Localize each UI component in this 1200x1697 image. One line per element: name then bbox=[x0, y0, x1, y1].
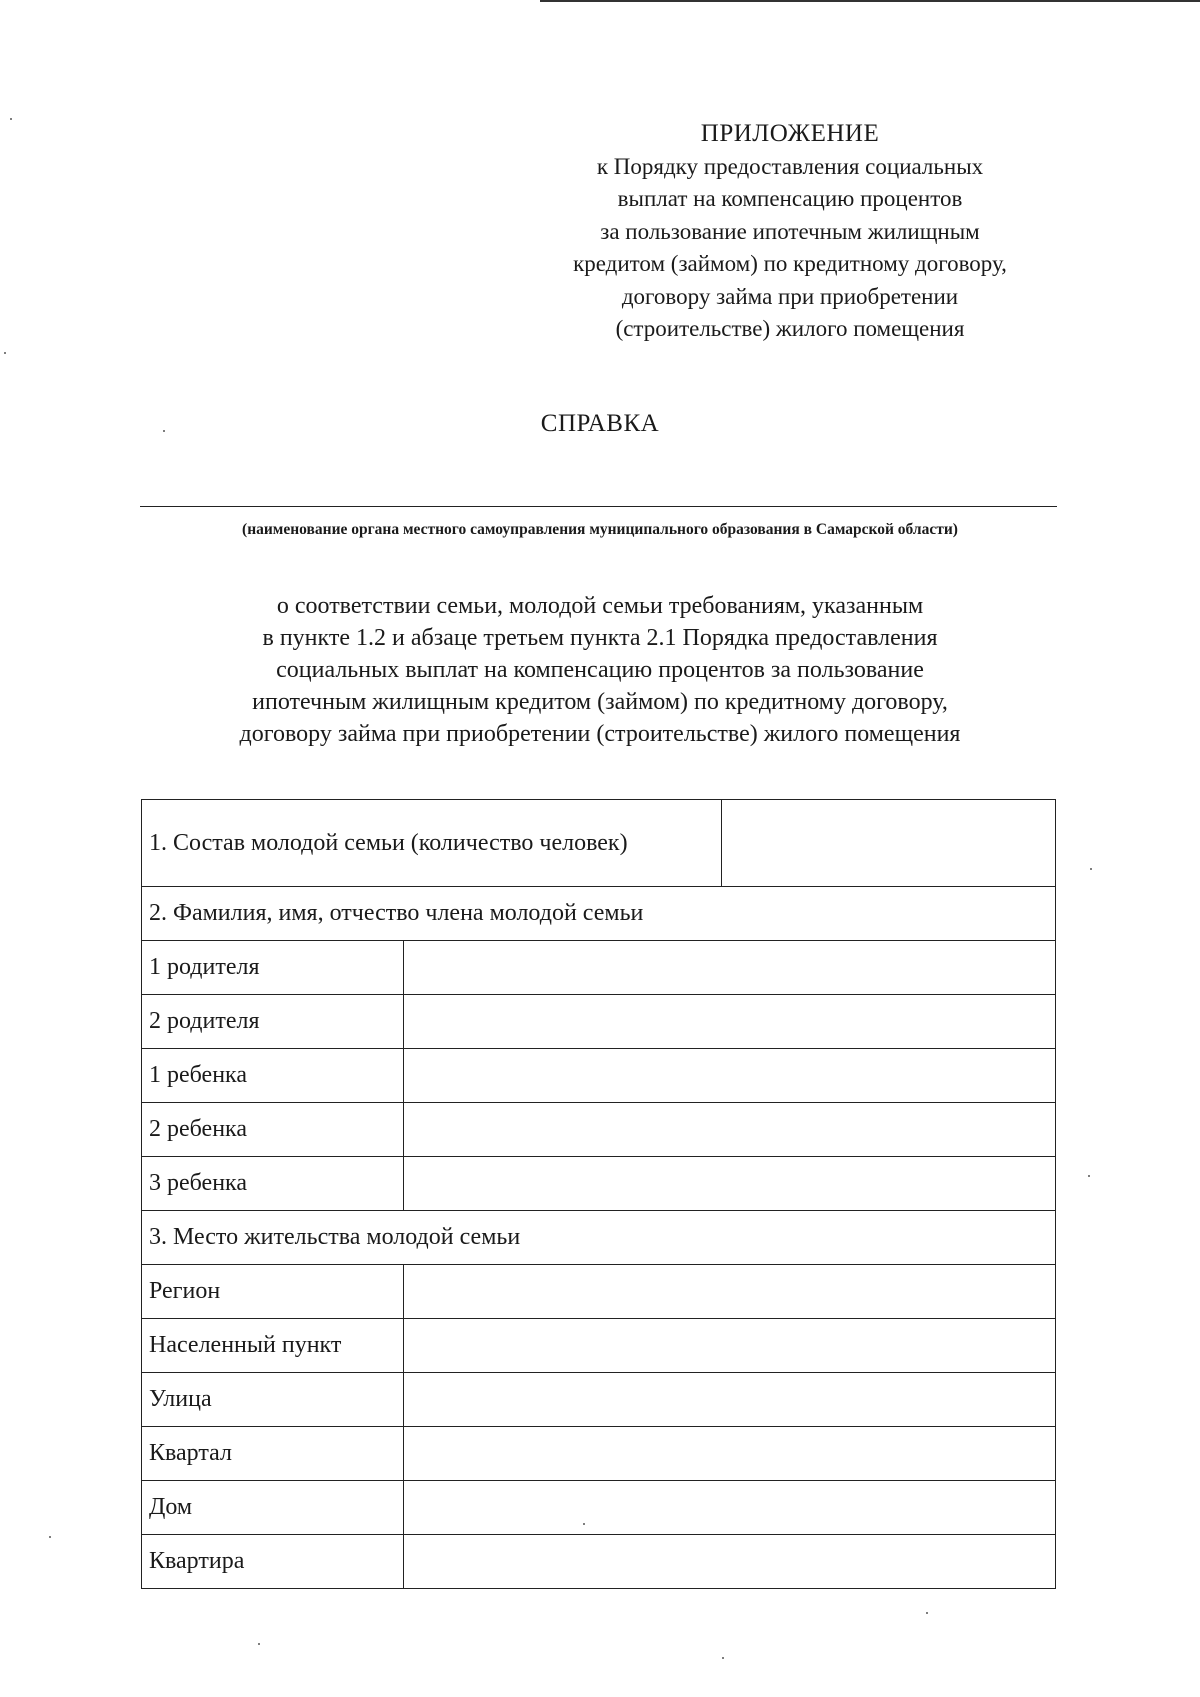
member-value-cell[interactable] bbox=[404, 1049, 1056, 1103]
residence-value-cell[interactable] bbox=[404, 1481, 1056, 1535]
table-row bbox=[142, 1265, 1056, 1319]
residence-value-cell[interactable] bbox=[404, 1265, 1056, 1319]
appendix-line: к Порядку предоставления социальных bbox=[596, 153, 984, 179]
scan-speck bbox=[722, 1657, 724, 1659]
residence-label: Квартира bbox=[142, 1535, 404, 1589]
residence-value-cell[interactable] bbox=[404, 1535, 1056, 1589]
appendix-line: выплат на компенсацию процентов bbox=[617, 186, 963, 211]
residence-value-cell[interactable] bbox=[404, 1319, 1056, 1373]
subject-line: социальных выплат на компенсацию процентов за пользование bbox=[276, 657, 924, 683]
appendix-line: кредитом (займом) по кредитному договору, bbox=[573, 251, 1007, 276]
residence-label: Квартал bbox=[142, 1427, 404, 1481]
members-section-header: 2. Фамилия, имя, отчество члена молодой семьи bbox=[142, 887, 1056, 941]
table-row bbox=[142, 1157, 1056, 1211]
residence-section-header: 3. Место жительства молодой семьи bbox=[142, 1211, 1056, 1265]
table-row bbox=[142, 1427, 1056, 1481]
org-name-caption: (наименование органа местного самоуправления муниципального образования в Самарской области) bbox=[242, 521, 958, 538]
table-row bbox=[142, 1535, 1056, 1589]
table-row bbox=[142, 941, 1056, 995]
table-row bbox=[142, 800, 1056, 887]
table-row bbox=[142, 1319, 1056, 1373]
table-row bbox=[142, 1103, 1056, 1157]
appendix-line: договору займа при приобретении bbox=[621, 283, 959, 309]
appendix-line: за пользование ипотечным жилищным bbox=[600, 218, 980, 244]
scan-speck bbox=[1090, 868, 1092, 870]
scan-speck bbox=[1088, 1175, 1090, 1177]
composition-label: 1. Состав молодой семьи (количество человек) bbox=[142, 800, 722, 887]
member-value-cell[interactable] bbox=[404, 941, 1056, 995]
subject-line: договору займа при приобретении (строительстве) жилого помещения bbox=[239, 721, 961, 747]
scan-speck bbox=[10, 118, 12, 120]
appendix-line: (строительстве) жилого помещения bbox=[615, 316, 965, 341]
table-row bbox=[142, 1049, 1056, 1103]
appendix-header bbox=[500, 118, 1080, 346]
residence-label: Улица bbox=[142, 1373, 404, 1427]
residence-label: Населенный пункт bbox=[142, 1319, 404, 1373]
member-label: 1 ребенка bbox=[142, 1049, 404, 1103]
scan-speck bbox=[926, 1612, 928, 1614]
residence-label: Дом bbox=[142, 1481, 404, 1535]
composition-value-cell[interactable] bbox=[722, 800, 1056, 887]
document-subject bbox=[120, 590, 1080, 750]
appendix-title: ПРИЛОЖЕНИЕ bbox=[700, 120, 880, 147]
table-row bbox=[142, 1211, 1056, 1265]
member-label: 2 ребенка bbox=[142, 1103, 404, 1157]
family-info-table bbox=[141, 799, 1056, 1589]
member-value-cell[interactable] bbox=[404, 1103, 1056, 1157]
member-label: 1 родителя bbox=[142, 941, 404, 995]
table-row bbox=[142, 1481, 1056, 1535]
member-value-cell[interactable] bbox=[404, 995, 1056, 1049]
member-label: 2 родителя bbox=[142, 995, 404, 1049]
top-border-line bbox=[540, 0, 1200, 2]
scan-speck bbox=[4, 352, 6, 354]
document-title: СПРАВКА bbox=[540, 410, 660, 437]
residence-label: Регион bbox=[142, 1265, 404, 1319]
residence-value-cell[interactable] bbox=[404, 1427, 1056, 1481]
residence-value-cell[interactable] bbox=[404, 1373, 1056, 1427]
subject-line: о соответствии семьи, молодой семьи требованиям, указанным bbox=[276, 593, 924, 619]
subject-line: ипотечным жилищным кредитом (займом) по кредитному договору, bbox=[252, 689, 948, 715]
subject-line: в пункте 1.2 и абзаце третьем пункта 2.1 Порядка предоставления bbox=[262, 625, 938, 651]
member-label: 3 ребенка bbox=[142, 1157, 404, 1211]
scan-speck bbox=[258, 1643, 260, 1645]
table-row bbox=[142, 995, 1056, 1049]
table-row bbox=[142, 1373, 1056, 1427]
table-row bbox=[142, 887, 1056, 941]
org-name-blank-line bbox=[140, 506, 1057, 507]
member-value-cell[interactable] bbox=[404, 1157, 1056, 1211]
scan-speck bbox=[583, 1523, 585, 1525]
scan-speck bbox=[163, 430, 165, 432]
scan-speck bbox=[49, 1536, 51, 1538]
